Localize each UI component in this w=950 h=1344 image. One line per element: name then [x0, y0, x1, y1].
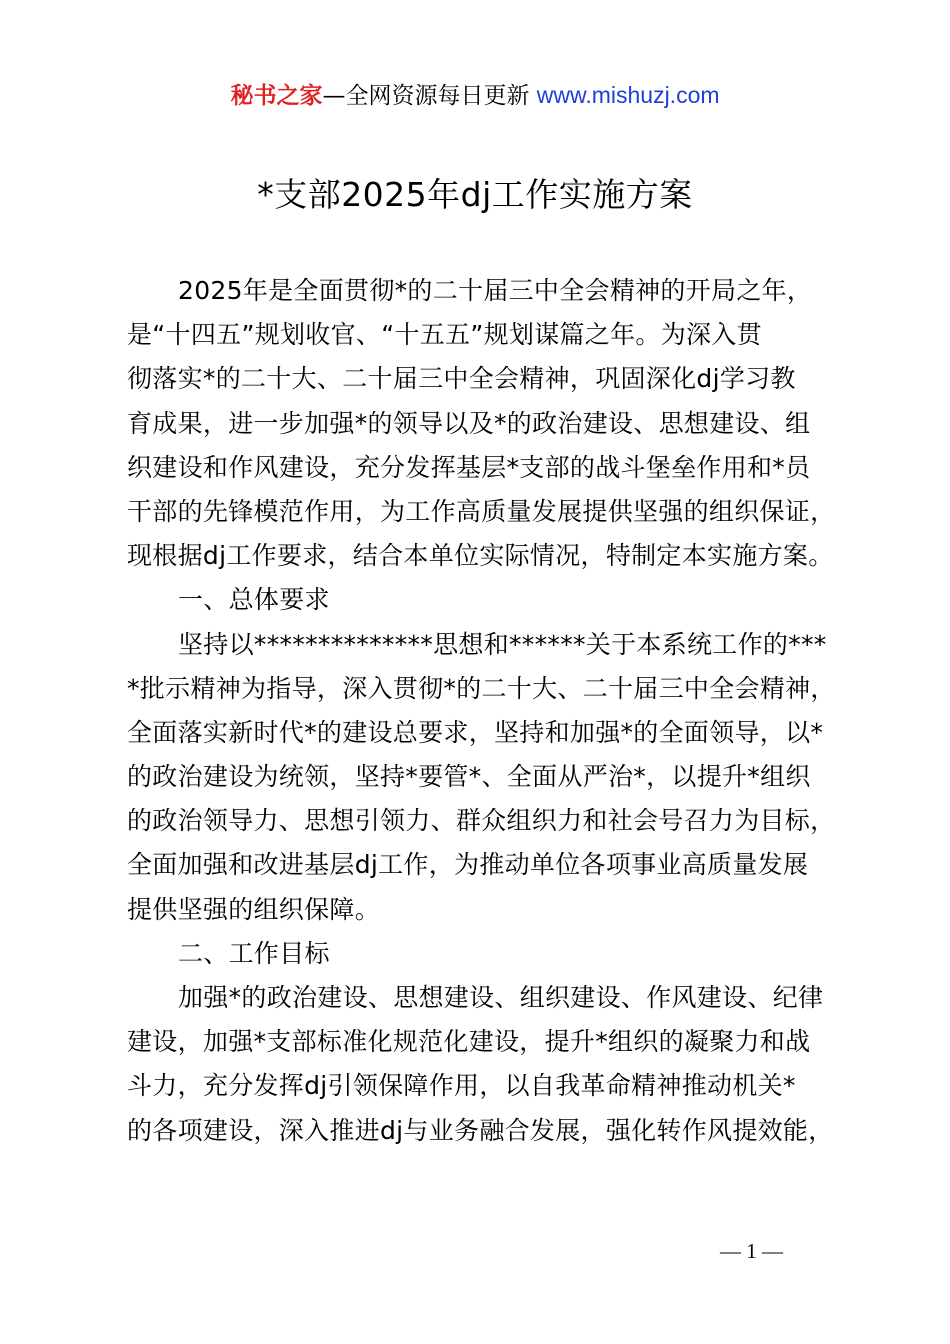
paragraph-line: 加强*的政治建设、思想建设、组织建设、作风建设、纪律 — [178, 983, 824, 1012]
paragraph-line: 织建设和作风建设，充分发挥基层*支部的战斗堡垒作用和*员 — [127, 452, 811, 482]
paragraph-line: 的各项建设，深入推进dj与业务融合发展，强化转作风提效能， — [127, 1115, 834, 1145]
paragraph-line: 建设，加强*支部标准化规范化建设，提升*组织的凝聚力和战 — [127, 1027, 811, 1057]
section-heading: 二、工作目标 — [178, 938, 330, 968]
paragraph-line: 2025年是全面贯彻*的二十届三中全会精神的开局之年， — [178, 276, 813, 305]
paragraph-line: 干部的先锋模范作用，为工作高质量发展提供坚强的组织保证， — [127, 496, 836, 526]
paragraph-line: 彻落实*的二十大、二十届三中全会精神，巩固深化dj学习教 — [127, 364, 796, 394]
paragraph-line: 是“十四五”规划收官、“十五五”规划谋篇之年。为深入贯 — [127, 320, 762, 350]
site-url-link[interactable]: www.mishuzj.com — [536, 82, 720, 108]
paragraph-line: 全面加强和改进基层dj工作，为推动单位各项事业高质量发展 — [127, 850, 809, 880]
section-heading: 一、总体要求 — [178, 585, 330, 615]
paragraph-line: 斗力，充分发挥dj引领保障作用，以自我革命精神推动机关* — [127, 1071, 796, 1101]
page-number: — 1 — — [720, 1239, 783, 1263]
paragraph-line: 育成果，进一步加强*的领导以及*的政治建设、思想建设、组 — [127, 408, 811, 438]
paragraph-line: 的政治领导力、思想引领力、群众组织力和社会号召力为目标， — [127, 806, 836, 836]
document-title: *支部2025年dj工作实施方案 — [257, 175, 693, 214]
document-body — [127, 269, 853, 1153]
paragraph-line: 坚持以**************思想和******关于本系统工作的*** — [178, 629, 827, 659]
paragraph-line: 的政治建设为统领，坚持*要管*、全面从严治*，以提升*组织 — [127, 762, 811, 792]
site-tagline: —全网资源每日更新 — [322, 83, 537, 109]
paragraph-line: *批示精神为指导，深入贯彻*的二十大、二十届三中全会精神， — [127, 673, 836, 703]
site-brand: 秘书之家 — [230, 83, 323, 109]
site-header — [0, 78, 950, 113]
paragraph-line: 现根据dj工作要求，结合本单位实际情况，特制定本实施方案。 — [127, 541, 834, 571]
paragraph-line: 全面落实新时代*的建设总要求，坚持和加强*的全面领导，以* — [127, 717, 824, 747]
paragraph-line: 提供坚强的组织保障。 — [127, 894, 381, 924]
